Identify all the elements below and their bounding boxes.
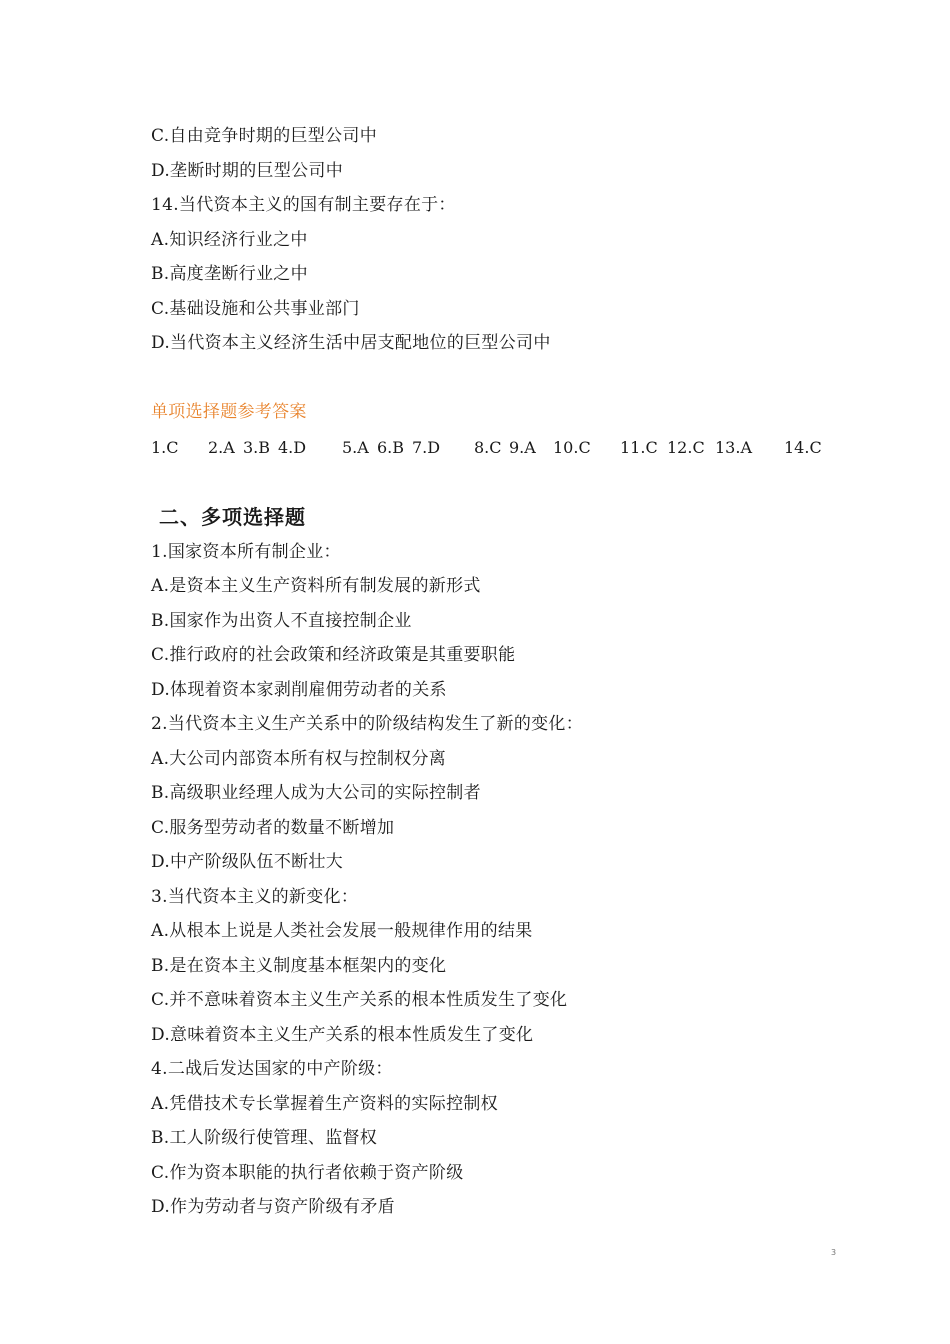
answer-item: 14.C <box>784 438 822 457</box>
question-14: 14.当代资本主义的国有制主要存在于： <box>151 195 456 215</box>
answer-item: 9.A <box>509 438 536 457</box>
answer-item: 3.B <box>243 438 271 457</box>
answer-item: 11.C <box>620 438 658 457</box>
answer-item: 10.C <box>553 438 591 457</box>
question-2: 2.当代资本主义生产关系中的阶级结构发生了新的变化： <box>151 714 584 734</box>
option-d-q2: D.中产阶级队伍不断壮大 <box>151 852 344 872</box>
option-b-q1: B.国家作为出资人不直接控制企业 <box>151 611 412 631</box>
answer-item: 5.A <box>342 438 369 457</box>
answer-item: 12.C <box>667 438 705 457</box>
option-c-q1: C.推行政府的社会政策和经济政策是其重要职能 <box>151 645 516 665</box>
option-d-q4: D.作为劳动者与资产阶级有矛盾 <box>151 1197 395 1217</box>
option-c-q2: C.服务型劳动者的数量不断增加 <box>151 818 395 838</box>
answer-item: 6.B <box>377 438 405 457</box>
option-a-q1: A.是资本主义生产资料所有制发展的新形式 <box>151 576 481 596</box>
question-4: 4.二战后发达国家的中产阶级： <box>151 1059 393 1079</box>
option-c-q13: C.自由竞争时期的巨型公司中 <box>151 126 378 146</box>
option-a-q3: A.从根本上说是人类社会发展一般规律作用的结果 <box>151 921 533 941</box>
option-a-q2: A.大公司内部资本所有权与控制权分离 <box>151 749 447 769</box>
answer-heading: 单项选择题参考答案 <box>151 402 307 422</box>
option-b-q4: B.工人阶级行使管理、监督权 <box>151 1128 378 1148</box>
option-b-q3: B.是在资本主义制度基本框架内的变化 <box>151 956 447 976</box>
option-d-q13: D.垄断时期的巨型公司中 <box>151 161 344 181</box>
option-b-q2: B.高级职业经理人成为大公司的实际控制者 <box>151 783 481 803</box>
question-3: 3.当代资本主义的新变化： <box>151 887 359 907</box>
option-a-q4: A.凭借技术专长掌握着生产资料的实际控制权 <box>151 1094 498 1114</box>
option-c-q4: C.作为资本职能的执行者依赖于资产阶级 <box>151 1163 464 1183</box>
option-d-q14: D.当代资本主义经济生活中居支配地位的巨型公司中 <box>151 333 551 353</box>
answer-item: 8.C <box>474 438 502 457</box>
option-c-q14: C.基础设施和公共事业部门 <box>151 299 360 319</box>
question-1: 1.国家资本所有制企业： <box>151 542 341 562</box>
page-number: 3 <box>831 1248 837 1257</box>
section-title: 二、多项选择题 <box>159 505 306 529</box>
option-a-q14: A.知识经济行业之中 <box>151 230 308 250</box>
answer-item: 2.A <box>208 438 235 457</box>
option-b-q14: B.高度垄断行业之中 <box>151 264 308 284</box>
answer-item: 4.D <box>278 438 307 457</box>
answer-item: 13.A <box>715 438 752 457</box>
option-d-q3: D.意味着资本主义生产关系的根本性质发生了变化 <box>151 1025 534 1045</box>
option-d-q1: D.体现着资本家剥削雇佣劳动者的关系 <box>151 680 447 700</box>
option-c-q3: C.并不意味着资本主义生产关系的根本性质发生了变化 <box>151 990 568 1010</box>
answer-item: 1.C <box>151 438 179 457</box>
answer-item: 7.D <box>412 438 441 457</box>
